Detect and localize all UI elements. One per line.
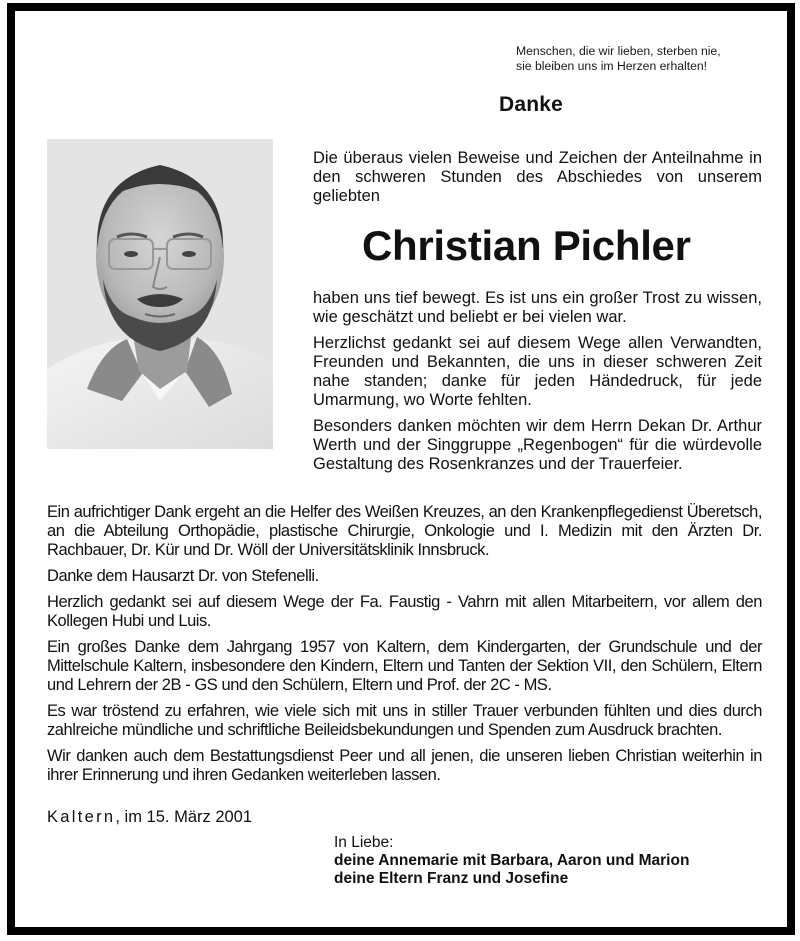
paragraph: Besonders danken möchten wir dem Herrn Dekan Dr. Arthur Werth und der Singgruppe „Regenbogen“ für die würdevolle Gestaltung des Rosenkranzes und der Trauerfeier.	[313, 417, 762, 473]
paragraph: Ein großes Danke dem Jahrgang 1957 von Kaltern, dem Kindergarten, der Grundschule und der Mittelschule Kaltern, insbesondere den Kindern, Eltern und Tanten der Sektion VII, den Schülern, Eltern und Lehrern der 2B - GS und den Schülern, Eltern und Prof. der 2C - MS.	[47, 638, 762, 694]
motto-quote	[516, 44, 721, 74]
motto-line-1: Menschen, die wir lieben, sterben nie,	[516, 44, 721, 58]
signature-block	[334, 834, 689, 888]
portrait-photo	[47, 139, 273, 449]
paragraph: Ein aufrichtiger Dank ergeht an die Helfer des Weißen Kreuzes, an den Krankenpflegedienst Überetsch, an die Abteilung Orthopädie, plastische Chirurgie, Onkologie und I. Medizin mit den Ärzten Dr. Rachbauer, Dr. Kür und Dr. Wöll der Universitätsklinik Innsbruck.	[47, 503, 762, 559]
portrait-image	[47, 139, 273, 449]
signer-line: deine Annemarie mit Barbara, Aaron und Marion	[334, 852, 690, 869]
paragraph: haben uns tief bewegt. Es ist uns ein großer Trost zu wissen, wie geschätzt und beliebt er bei vielen war.	[313, 289, 762, 326]
paragraph: Herzlichst gedankt sei auf diesem Wege allen Verwandten, Freunden und Bekannten, die uns in dieser schweren Zeit nahe standen; danke für jeden Händedruck, für jede Umarmung, wo Worte fehlten.	[313, 334, 762, 409]
motto-line-2: sie bleiben uns im Herzen erhalten!	[516, 59, 708, 73]
paragraph: Danke dem Hausarzt Dr. von Stefenelli.	[47, 567, 319, 585]
place: Kaltern	[47, 808, 116, 826]
page-heading: Danke	[499, 93, 564, 116]
full-width-text	[47, 503, 762, 792]
paragraph: Wir danken auch dem Bestattungsdienst Peer und all jenen, die unseren lieben Christian weiterhin in ihrer Erinnerung und ihren Gedanken weiterleben lassen.	[47, 747, 762, 784]
right-column-text	[313, 289, 762, 481]
intro-text: Die überaus vielen Beweise und Zeichen der Anteilnahme in den schweren Stunden des Abschiedes von unserem geliebten	[313, 149, 762, 205]
signer-line: deine Eltern Franz und Josefine	[334, 870, 569, 887]
paragraph: Es war tröstend zu erfahren, wie viele sich mit uns in stiller Trauer verbunden fühlten und dies durch zahlreiche mündliche und schriftliche Beileidsbekundungen und Spenden zum Ausdruck brachten.	[47, 702, 762, 739]
closing-phrase: In Liebe:	[334, 834, 394, 851]
paragraph: Herzlich gedankt sei auf diesem Wege der Fa. Faustig - Vahrn mit allen Mitarbeitern, vor allem den Kollegen Hubi und Luis.	[47, 593, 762, 630]
deceased-name: Christian Pichler	[362, 222, 691, 269]
place-and-date	[47, 808, 252, 827]
date: , im 15. März 2001	[115, 808, 253, 826]
